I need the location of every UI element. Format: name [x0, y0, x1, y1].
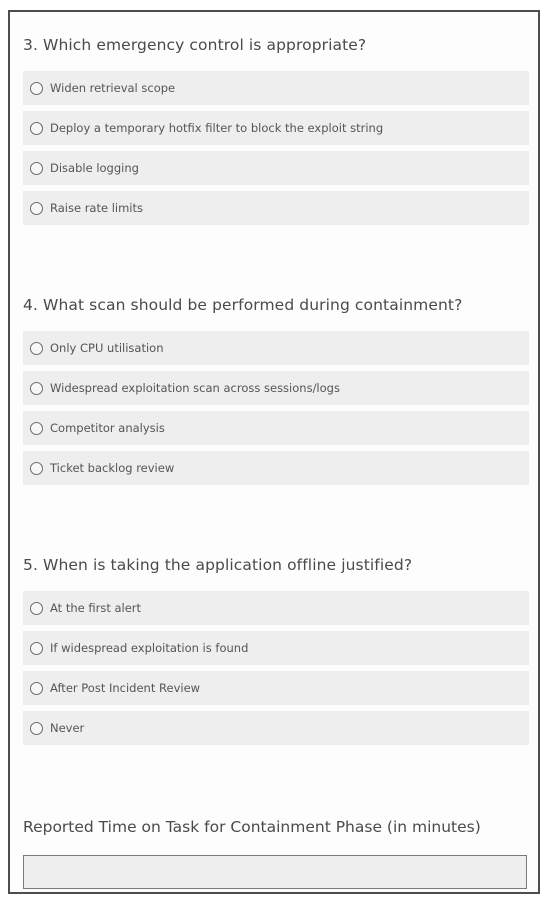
- option-label: Widen retrieval scope: [50, 81, 176, 95]
- option-after-post-incident-review[interactable]: [23, 671, 529, 705]
- question-3-options: [23, 71, 529, 225]
- option-label: Never: [50, 721, 85, 735]
- option-deploy-hotfix-filter[interactable]: [23, 111, 529, 145]
- question-5-title: 5. When is taking the application offline justified?: [23, 556, 413, 574]
- question-4: [23, 294, 529, 491]
- radio-button[interactable]: [30, 602, 43, 615]
- option-if-widespread-exploitation[interactable]: [23, 631, 529, 665]
- question-4-options: [23, 331, 529, 485]
- radio-button[interactable]: [30, 82, 43, 95]
- option-widen-retrieval-scope[interactable]: [23, 71, 529, 105]
- option-never[interactable]: [23, 711, 529, 745]
- option-label: Competitor analysis: [50, 421, 165, 435]
- question-5-options: [23, 591, 529, 745]
- option-label: If widespread exploitation is found: [50, 641, 249, 655]
- option-at-first-alert[interactable]: [23, 591, 529, 625]
- option-raise-rate-limits[interactable]: [23, 191, 529, 225]
- question-5: [23, 554, 529, 751]
- option-label: After Post Incident Review: [50, 681, 201, 695]
- option-label: Widespread exploitation scan across sessions/logs: [50, 381, 340, 395]
- time-on-task-input[interactable]: [23, 855, 527, 889]
- radio-button[interactable]: [30, 162, 43, 175]
- radio-button[interactable]: [30, 462, 43, 475]
- option-competitor-analysis[interactable]: [23, 411, 529, 445]
- option-only-cpu-utilisation[interactable]: [23, 331, 529, 365]
- radio-button[interactable]: [30, 642, 43, 655]
- option-label: Raise rate limits: [50, 201, 144, 215]
- radio-button[interactable]: [30, 682, 43, 695]
- radio-button[interactable]: [30, 342, 43, 355]
- radio-button[interactable]: [30, 722, 43, 735]
- option-widespread-exploitation-scan[interactable]: [23, 371, 529, 405]
- option-label: Ticket backlog review: [50, 461, 175, 475]
- question-3-title: 3. Which emergency control is appropriate?: [23, 36, 367, 54]
- time-on-task-label: Reported Time on Task for Containment Phase (in minutes): [23, 818, 481, 836]
- radio-button[interactable]: [30, 382, 43, 395]
- option-label: At the first alert: [50, 601, 142, 615]
- option-label: Only CPU utilisation: [50, 341, 164, 355]
- radio-button[interactable]: [30, 122, 43, 135]
- option-ticket-backlog-review[interactable]: [23, 451, 529, 485]
- question-4-title: 4. What scan should be performed during containment?: [23, 296, 463, 314]
- radio-button[interactable]: [30, 202, 43, 215]
- option-label: Disable logging: [50, 161, 139, 175]
- survey-form: [8, 10, 540, 894]
- option-disable-logging[interactable]: [23, 151, 529, 185]
- option-label: Deploy a temporary hotfix filter to block the exploit string: [50, 121, 384, 135]
- radio-button[interactable]: [30, 422, 43, 435]
- question-3: [23, 34, 529, 231]
